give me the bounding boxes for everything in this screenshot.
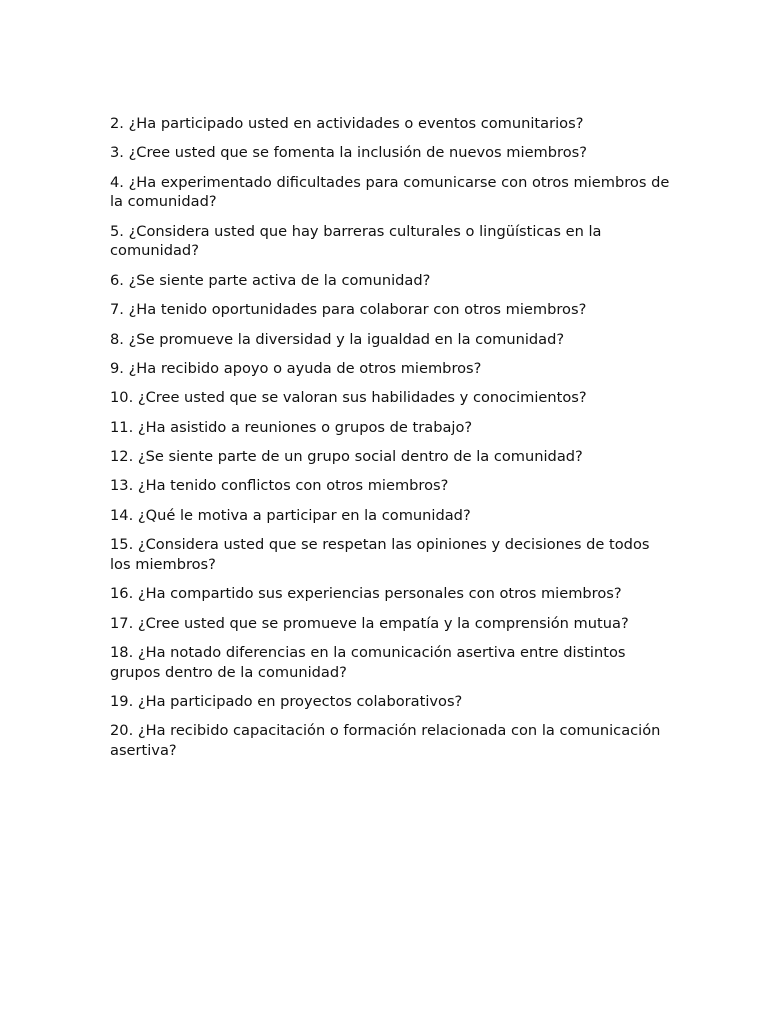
question-item: 20. ¿Ha recibido capacitación o formación relacionada con la comunicación asertiva? (110, 722, 661, 759)
question-item: 17. ¿Cree usted que se promueve la empatía y la comprensión mutua? (110, 614, 629, 632)
question-item: 7. ¿Ha tenido oportunidades para colaborar con otros miembros? (110, 301, 587, 319)
question-item: 6. ¿Se siente parte activa de la comunidad? (110, 271, 431, 289)
question-item: 4. ¿Ha experimentado dificultades para comunicarse con otros miembros de la comunidad? (110, 173, 670, 211)
question-item: 13. ¿Ha tenido conflictos con otros miembros? (110, 477, 449, 495)
question-item: 19. ¿Ha participado en proyectos colaborativos? (110, 693, 463, 711)
question-item: 9. ¿Ha recibido apoyo o ayuda de otros miembros? (110, 359, 482, 377)
question-item: 3. ¿Cree usted que se fomenta la inclusión de nuevos miembros? (110, 144, 587, 162)
question-item: 2. ¿Ha participado usted en actividades o eventos comunitarios? (110, 115, 584, 132)
question-list (110, 114, 670, 770)
question-item: 15. ¿Considera usted que se respetan las opiniones y decisiones de todos los miembros? (110, 536, 650, 573)
question-item: 14. ¿Qué le motiva a participar en la comunidad? (110, 506, 471, 524)
question-item: 18. ¿Ha notado diferencias en la comunicación asertiva entre distintos grupos dentro de la comunidad? (110, 644, 626, 681)
question-item: 5. ¿Considera usted que hay barreras culturales o lingüísticas en la comunidad? (110, 222, 602, 260)
question-item: 11. ¿Ha asistido a reuniones o grupos de trabajo? (110, 418, 473, 436)
question-item: 12. ¿Se siente parte de un grupo social dentro de la comunidad? (110, 448, 583, 466)
question-item: 8. ¿Se promueve la diversidad y la igualdad en la comunidad? (110, 330, 565, 348)
question-item: 10. ¿Cree usted que se valoran sus habilidades y conocimientos? (110, 389, 587, 407)
question-item: 16. ¿Ha compartido sus experiencias personales con otros miembros? (110, 585, 622, 603)
